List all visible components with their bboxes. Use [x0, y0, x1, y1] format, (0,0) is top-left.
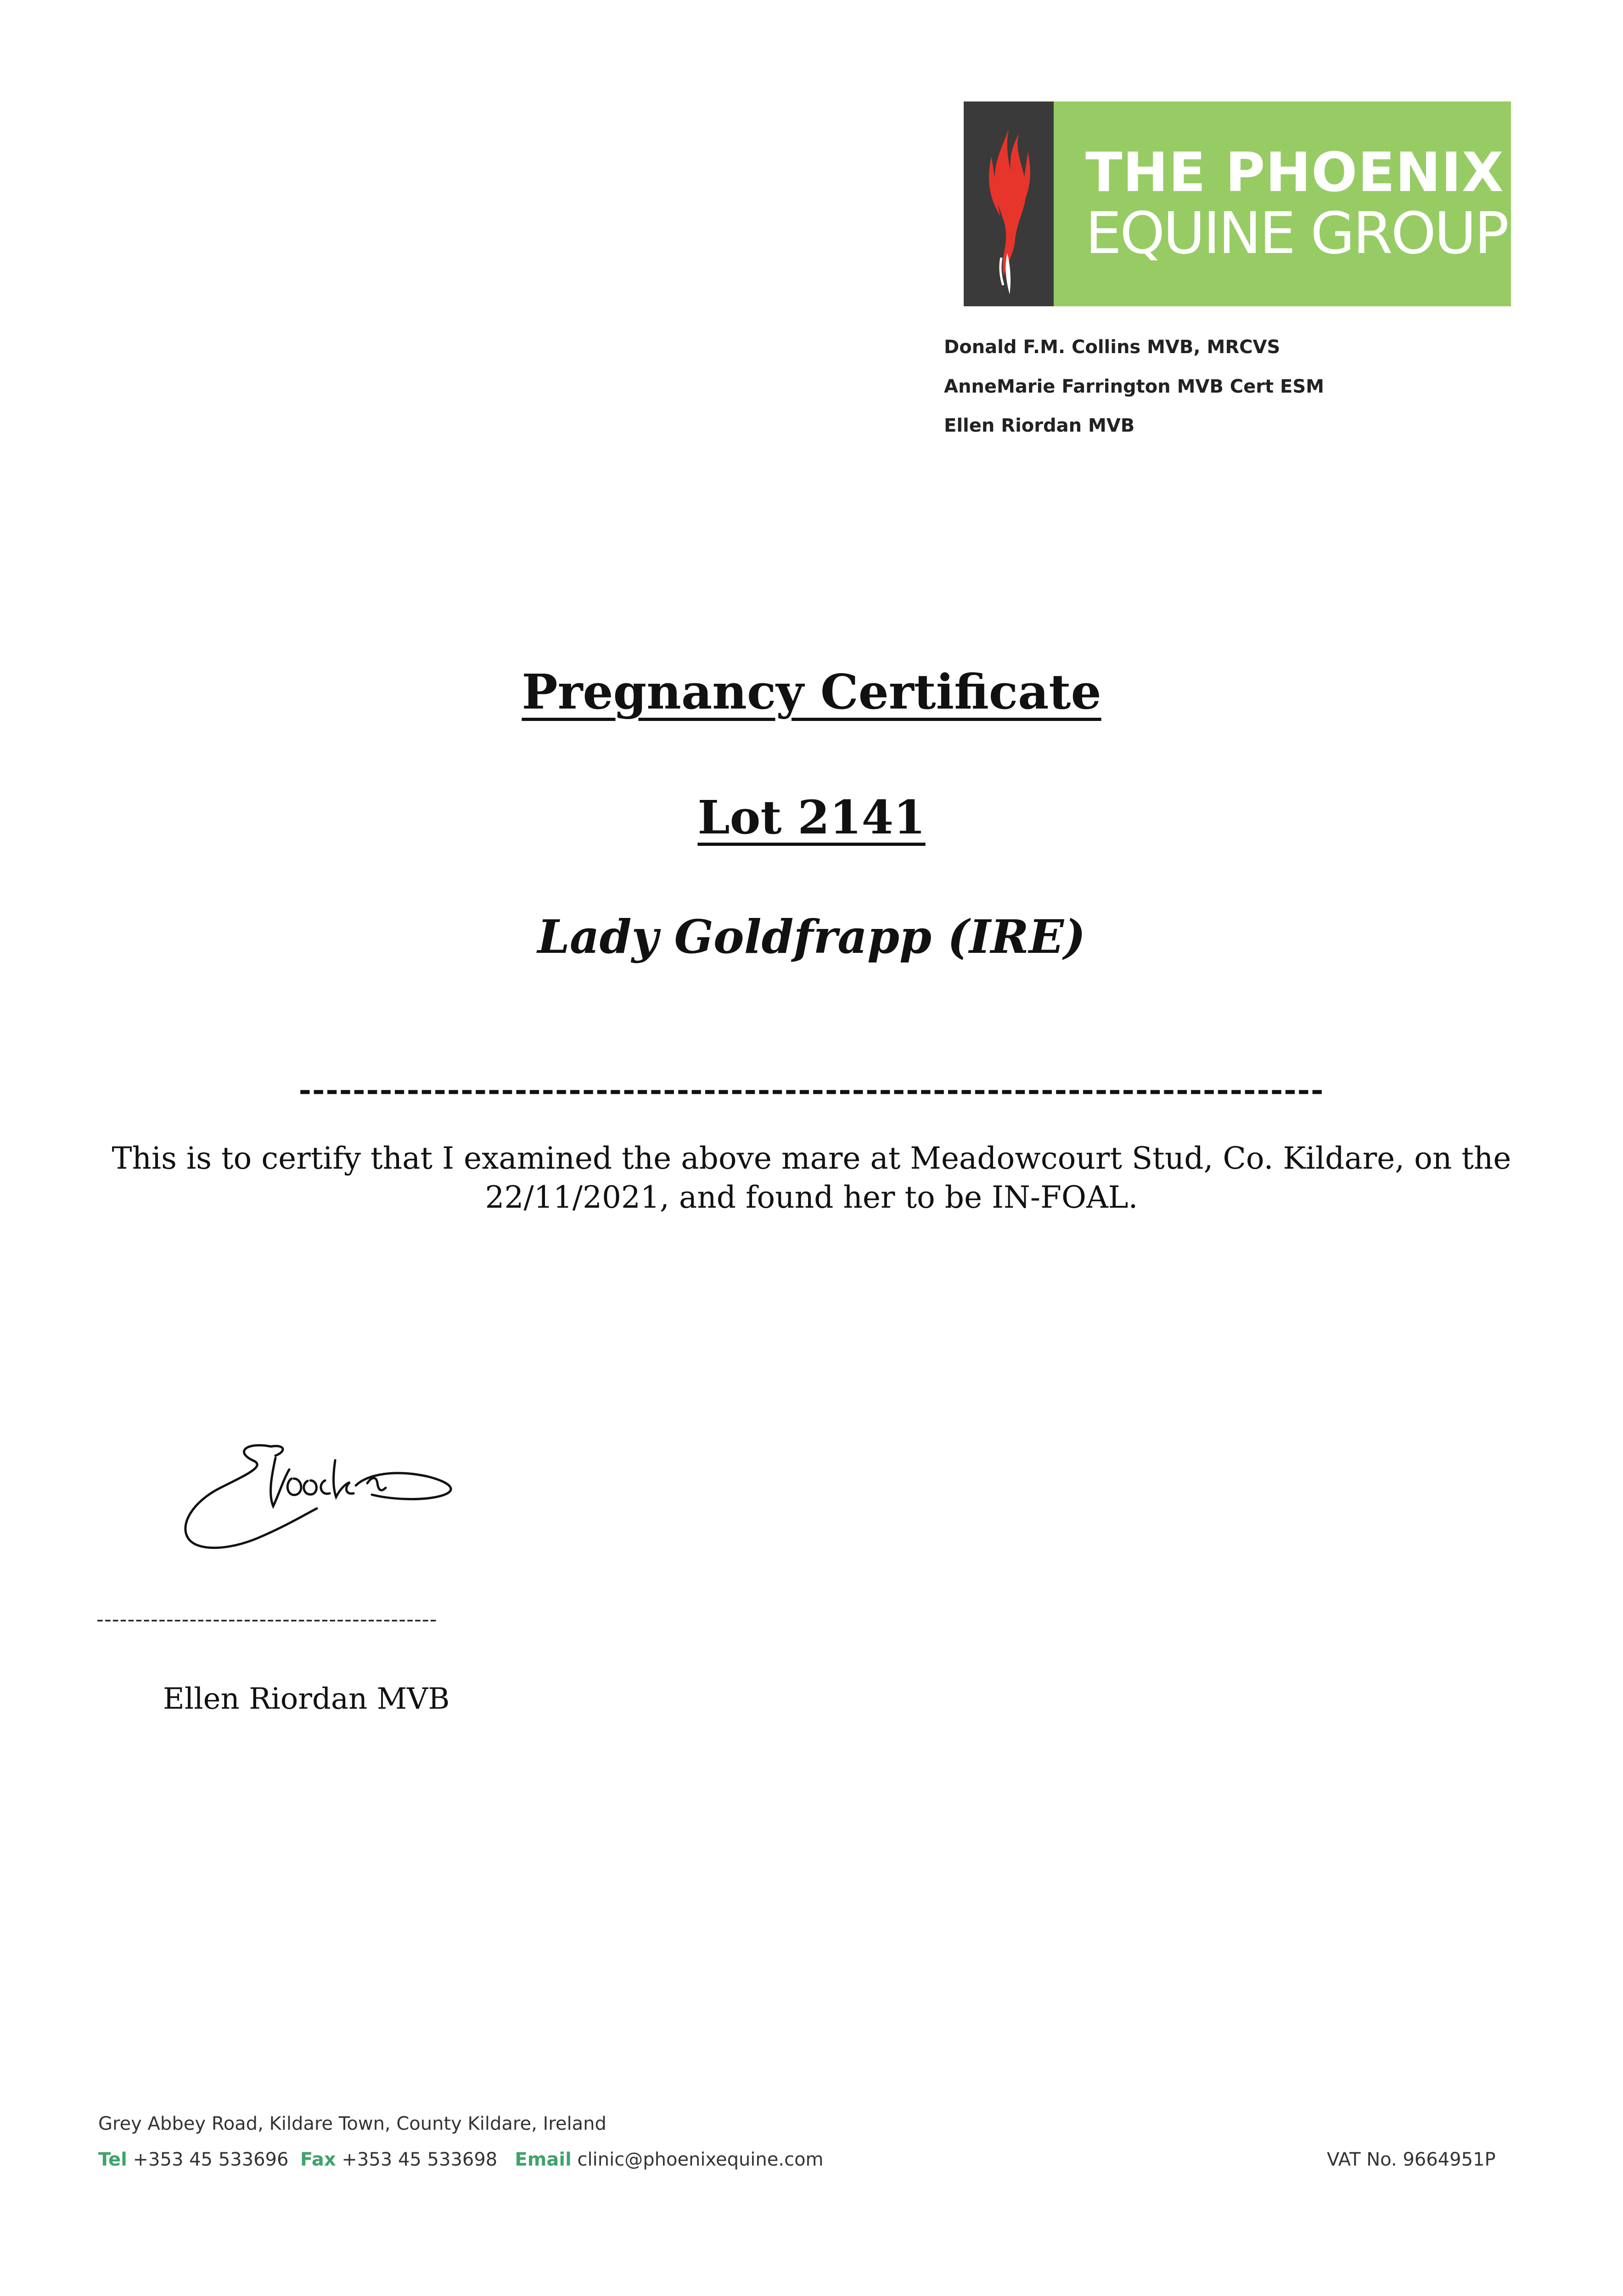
footer-contact: [98, 2150, 824, 2169]
separator-line: ----------------------------------------------------------------------------: [298, 1072, 1325, 1108]
phoenix-flame-icon: [964, 101, 1054, 306]
handwritten-signature: [179, 1433, 473, 1561]
signer-name: Ellen Riordan MVB: [163, 1682, 450, 1716]
email-address[interactable]: clinic@phoenixequine.com: [577, 2149, 824, 2170]
footer-address: Grey Abbey Road, Kildare Town, County Kildare, Ireland: [98, 2113, 607, 2134]
logo-text-line2: EQUINE GROUP: [1085, 200, 1507, 267]
vat-number: VAT No. 9664951P: [1327, 2149, 1496, 2170]
tel-label: Tel: [98, 2149, 127, 2170]
lot-number: Lot 2141: [697, 790, 926, 844]
logo-flame-panel: [964, 101, 1054, 306]
staff-member: AnneMarie Farrington MVB Cert ESM: [944, 376, 1324, 397]
certificate-title: Pregnancy Certificate: [522, 664, 1101, 720]
fax-label: Fax: [300, 2149, 336, 2170]
certification-text-line2: 22/11/2021, and found her to be IN-FOAL.: [485, 1180, 1138, 1215]
horse-name: Lady Goldfrapp (IRE): [537, 910, 1086, 964]
logo-text-line1: THE PHOENIX: [1085, 141, 1504, 204]
fax-number: +353 45 533698: [342, 2149, 498, 2170]
staff-member: Ellen Riordan MVB: [944, 415, 1135, 436]
email-label: Email: [515, 2149, 572, 2170]
staff-member: Donald F.M. Collins MVB, MRCVS: [944, 337, 1280, 358]
certification-text-line1: This is to certify that I examined the above mare at Meadowcourt Stud, Co. Kildare, on the: [112, 1141, 1511, 1176]
company-logo: [964, 101, 1511, 306]
signature-line: --------------------------------------------: [96, 1608, 438, 1631]
tel-number: +353 45 533696: [133, 2149, 289, 2170]
